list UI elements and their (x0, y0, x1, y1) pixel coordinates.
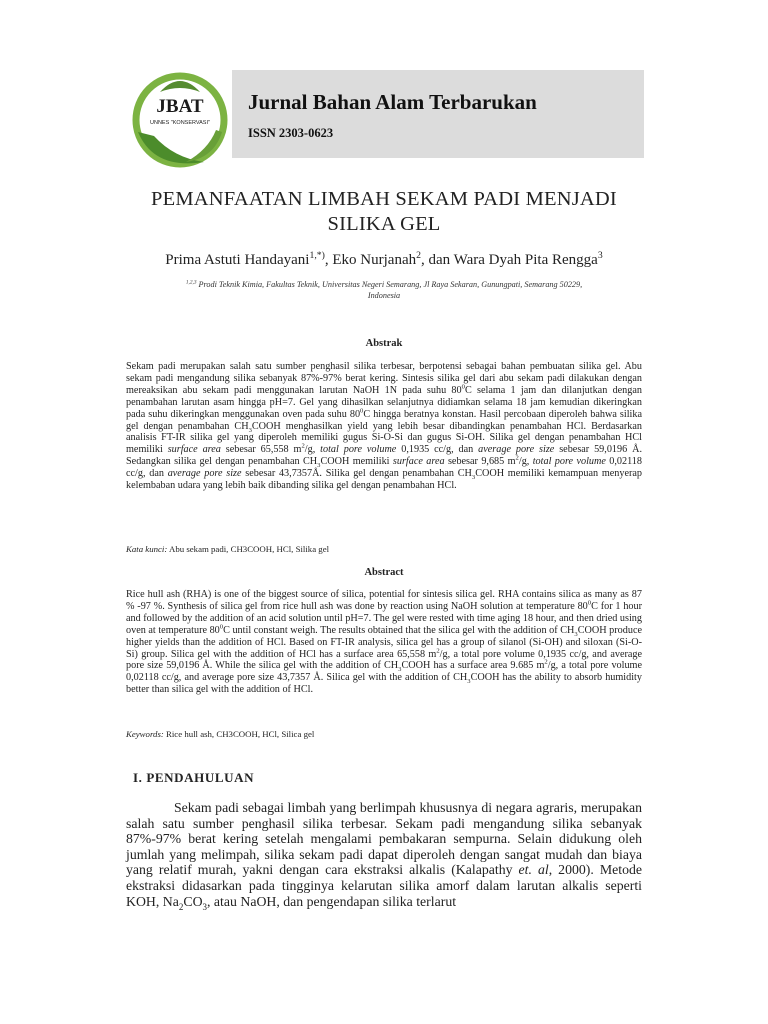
abstrak-body: Sekam padi merupakan salah satu sumber penghasil silika terbesar, berpotensi sebagai bahan pembuatan silika gel. Abu sekam padi mengandung silika sebanyak 87%-97% berat kering. Sintesis silika gel dari abu sekam padi dilakukan dengan mereaksikan abu sekam padi menggunakan larutan NaOH 1N pada suhu $80^0C$ selama 1 jam dan dilanjutkan dengan penambahan larutan asam hingga pH=7. Gel yang dihasilkan selanjutnya didiamkan selama 18 jam kemudian dikeringkan pada suhu dikeringkan menggunakan oven pada suhu $80^0C$ hingga beratnya konstan. Hasil percobaan diperoleh bahwa silika gel dengan penambahan $CH_3COOH$ menghasilkan yield yang lebih besar dibandingkan penambahan HCl. Berdasarkan analisis FT-IR silika gel yang diperoleh memiliki gugus Si-O-Si dan gugus Si-OH. Silika gel dengan penambahan HCl memiliki surface area sebesar 65,558 $m^2/g$, total pore volume 0,1935 cc/g, dan average pore size sebesar 59,0196 Å. Sedangkan silika gel dengan penambahan $CH_3COOH$ memiliki surface area sebesar 9,685 $m^2/g$, total pore volume 0,02118 cc/g, dan average pore size sebesar 43,7357Å. Silika gel dengan penambahan $CH_3COOH$ memiliki kemampuan menyerap kelembaban udara yang lebih baik dibanding silika gel dengan penambahan HCl. (126, 361, 643, 492)
affiliation-marks: 1,2,3 (185, 279, 197, 286)
abstract-body: Rice hull ash (RHA) is one of the biggest source of silica, potential for sintesis silica gel. RHA contains silica as many as 87 % -97 %. Synthesis of silica gel from rice hull ash was done by reaction using NaOH solution at temperature $80^0C$ for 1 hour and followed by the addition of an acid solution until pH=7. The gel were rested with time aging 18 hour, and then dried using oven at temperature $80^0C$ until constant weigh. The results obtained that the silica gel with the addition of $CH_3COOH$ produce higher yields than the addition of HCl. Based on FT-IR analysis, silica gel has a group of silanol (Si-OH) and siloxan (Si-O-Si) group. Silica gel with the addition of HCl has a surface area 65,558 $m^2/g$, a total pore volume 0,1935 cc/g, and average pore size 59,0196 Å. While the silica gel with the addition of $CH_3COOH$ has a surface area 9.685 $m^2/g$, a total pore volume 0,02118 cc/g, and average pore size 43,7357 Å. Silica gel with the addition of $CH_3COOH$ has the ability to absorb humidity better than silica gel with the addition of HCl. (126, 589, 643, 696)
kata-kunci-text: Abu sekam padi, CH3COOH, HCl, Silika gel (167, 544, 330, 554)
affiliation-line-2: Indonesia (367, 291, 401, 300)
abstract-heading: Abstract (364, 567, 404, 578)
section-heading-pendahuluan: I. PENDAHULUAN (133, 770, 255, 785)
logo-text: JBAT (156, 96, 204, 117)
affiliation (110, 279, 658, 301)
author-list (100, 252, 668, 269)
author-2: , Eko Nurjanah (324, 252, 417, 268)
author-1: Prima Astuti Handayani (165, 252, 310, 268)
author-2-affil: 2 (416, 250, 421, 261)
abstrak-heading: Abstrak (365, 338, 403, 349)
intro-paragraph: Sekam padi sebagai limbah yang berlimpah khususnya di negara agraris, merupakan salah satu sumber penghasil silika terbesar. Sekam padi mengandung silika sebanyak 87%-97% berat kering setelah mengalami pembakaran sempurna. Selain didukung oleh jumlah yang melimpah, silika sekam padi dapat diperoleh dengan sangat mudah dan biaya yang relatif murah, yakni dengan cara ekstraksi alkalis (Kalapathy et. al, 2000). Metode ekstraksi didasarkan pada tingginya kelarutan silika amorf dalam larutan alkalis seperti KOH, $Na_2CO_3$, atau NaOH, dan pengendapan silika terlarut (126, 800, 642, 912)
keywords-text: Rice hull ash, CH3COOH, HCl, Silica gel (163, 729, 315, 739)
issn: ISSN 2303-0623 (248, 126, 334, 140)
author-3-affil: 3 (597, 250, 603, 261)
affiliation-line-1: Prodi Teknik Kimia, Fakultas Teknik, Universitas Negeri Semarang, Jl Raya Sekaran, Gunungpati, Semarang 50229, (196, 280, 583, 289)
kata-kunci (126, 544, 642, 554)
article-title (100, 187, 668, 237)
author-3: , dan Wara Dyah Pita Rengga (421, 252, 598, 268)
title-line-2: SILIKA GEL (327, 213, 441, 235)
journal-title: Jurnal Bahan Alam Terbarukan (248, 90, 537, 114)
logo-subtext: UNNES "KONSERVASI" (150, 120, 210, 126)
kata-kunci-label: Kata kunci: (126, 544, 168, 554)
keywords (126, 729, 642, 739)
title-line-1: PEMANFAATAN LIMBAH SEKAM PADI MENJADI (151, 188, 617, 210)
author-1-affil: 1,*) (309, 250, 325, 261)
jbat-logo (124, 62, 236, 174)
keywords-label: Keywords: (126, 729, 164, 739)
